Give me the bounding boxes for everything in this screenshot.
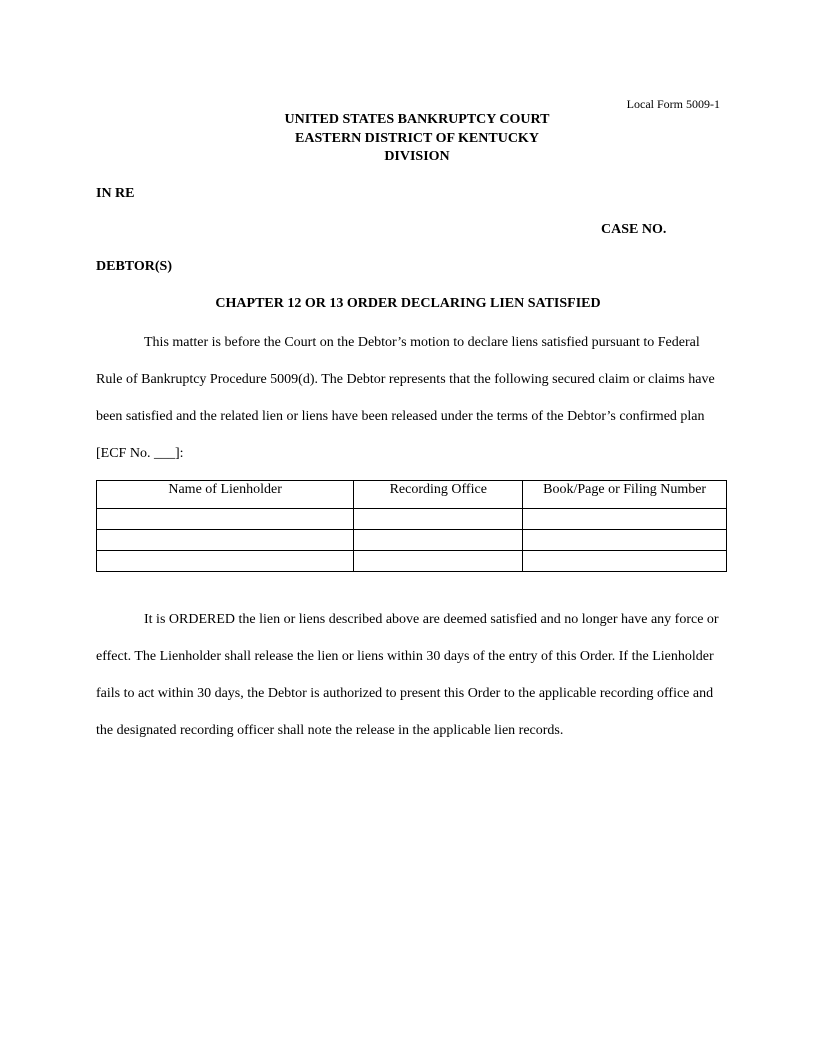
table-cell (354, 551, 523, 572)
case-number-label: CASE NO. (601, 222, 667, 237)
form-number: Local Form 5009-1 (626, 97, 720, 111)
court-name: UNITED STATES BANKRUPTCY COURT (284, 112, 550, 127)
order-title (0, 296, 816, 312)
in-re-label: IN RE (96, 186, 135, 201)
table-cell (354, 530, 523, 551)
order-title-text: CHAPTER 12 OR 13 ORDER DECLARING LIEN SATISFIED (215, 296, 601, 311)
debtors-label: DEBTOR(S) (96, 259, 172, 274)
order-paragraph-text: It is ORDERED the lien or liens described above are deemed satisfied and no longer have any force or effect. The Lienholder shall release the lien or liens within 30 days of the entry of this Order. If the Lienholder fails to act within 30 days, the Debtor is authorized to present this Order to the applicable recording office and the designated recording officer shall note the release in the applicable lien records. (96, 612, 719, 738)
table-cell (523, 530, 727, 551)
table-cell (354, 509, 523, 530)
table-cell (523, 551, 727, 572)
order-paragraph (96, 601, 726, 749)
table-row (97, 509, 727, 530)
header-recording-office: Recording Office (354, 481, 523, 509)
court-district: EASTERN DISTRICT OF KENTUCKY (295, 130, 539, 146)
table-row (97, 551, 727, 572)
motion-paragraph-text: This matter is before the Court on the Debtor’s motion to declare liens satisfied pursuant to Federal Rule of Bankruptcy Procedure 5009(d). The Debtor represents that the following secured claim or claims have been satisfied and the related lien or liens have been released under the terms of the Debtor’s confirmed plan [ECF No. ___]: (96, 335, 715, 461)
motion-paragraph (96, 324, 726, 472)
header-filing-number: Book/Page or Filing Number (523, 481, 727, 509)
header-lienholder: Name of Lienholder (97, 481, 354, 509)
court-division: DIVISION (384, 149, 450, 164)
court-heading (0, 111, 816, 167)
lien-table (96, 480, 727, 572)
table-cell (97, 551, 354, 572)
table-cell (97, 509, 354, 530)
table-cell (523, 509, 727, 530)
table-cell (97, 530, 354, 551)
table-header-row (97, 481, 727, 509)
table-row (97, 530, 727, 551)
